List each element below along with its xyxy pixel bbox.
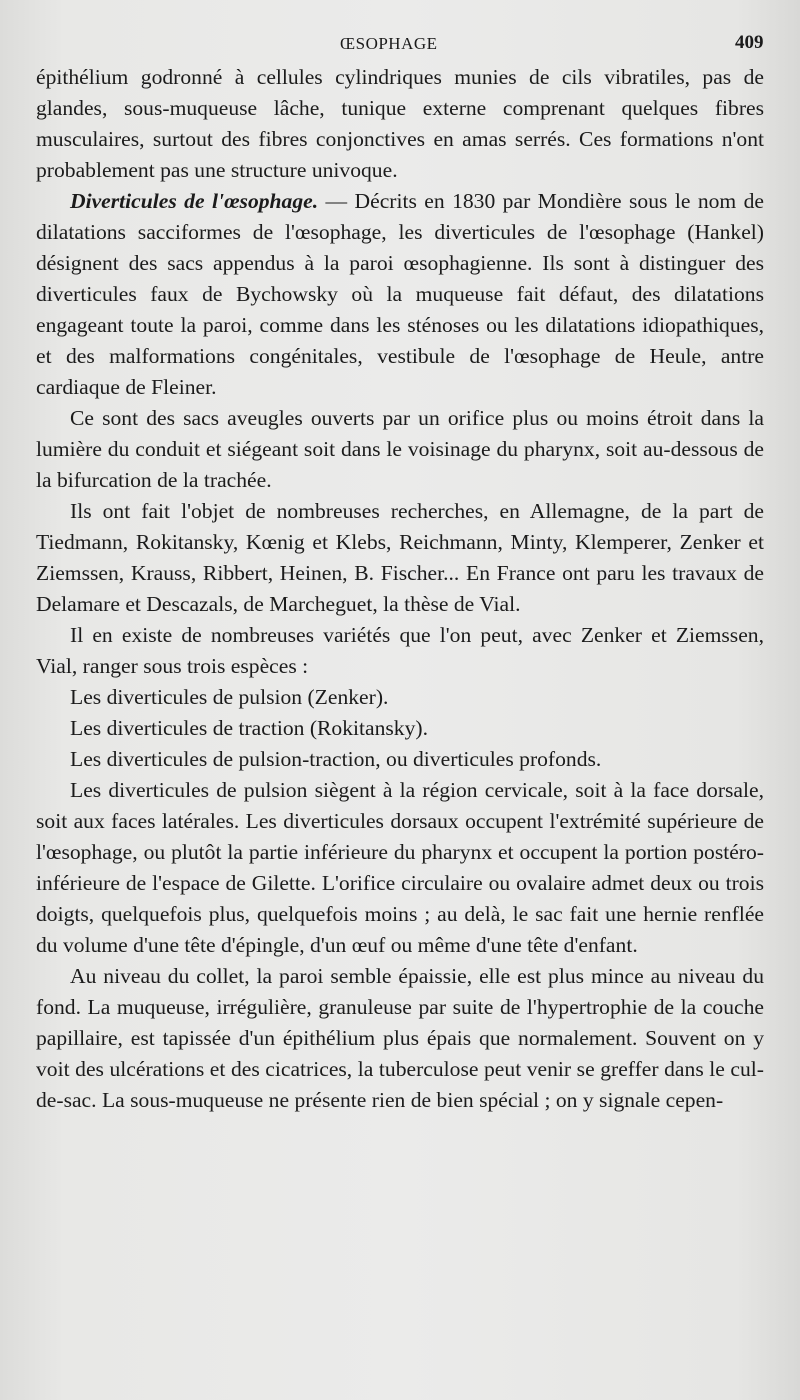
list-line <box>36 713 764 744</box>
paragraph <box>36 620 764 682</box>
list-line <box>36 744 764 775</box>
paragraph-text: — Décrits en 1830 par Mondière sous le nom de dilatations sacciformes de l'œsophage, les diverticules de l'œsophage (Hankel) désignent des sacs appendus à la paroi œsophagienne. Ils sont à distinguer des diverticules faux de Bychowsky où la muqueuse fait défaut, des dilatations engageant toute la paroi, comme dans les sténoses ou les dilatations idiopathiques, et des malformations congénitales, vestibule de l'œsophage de Heule, antre cardiaque de Fleiner. <box>36 189 764 399</box>
paragraph <box>36 775 764 961</box>
section-heading: Diverticules de l'œsophage. <box>70 189 319 213</box>
paragraph-text: Les diverticules de pulsion siègent à la région cervicale, soit à la face dorsale, soit aux faces latérales. Les diverticules dorsaux occupent l'extrémité supérieure de l'œsophage, ou plutôt la partie inférieure du pharynx et occupent la portion postéro-inférieure de l'espace de Gilette. L'orifice circulaire ou ovalaire admet deux ou trois doigts, quelquefois plus, quelquefois moins ; au delà, le sac fait une hernie renflée du volume d'une tête d'épingle, d'un œuf ou même d'une tête d'enfant. <box>36 778 764 957</box>
paragraph-text: Au niveau du collet, la paroi semble épaissie, elle est plus mince au niveau du fond. La muqueuse, irrégulière, granuleuse par suite de l'hypertrophie de la couche papillaire, est tapissée d'un épithélium plus épais que normalement. Souvent on y voit des ulcérations et des cicatrices, la tuberculose peut venir se greffer dans le cul-de-sac. La sous-muqueuse ne présente rien de bien spécial ; on y signale cepen- <box>36 964 764 1112</box>
body-text <box>36 62 764 1116</box>
paragraph-text: Ils ont fait l'objet de nombreuses recherches, en Allemagne, de la part de Tiedmann, Rokitansky, Kœnig et Klebs, Reichmann, Minty, Klemperer, Zenker et Ziemssen, Krauss, Ribbert, Heinen, B. Fischer... En France ont paru les travaux de Delamare et Descazals, de Marcheguet, la thèse de Vial. <box>36 499 764 616</box>
page-number: 409 <box>735 32 764 53</box>
paragraph-text: épithélium godronné à cellules cylindriques munies de cils vibratiles, pas de glandes, sous-muqueuse lâche, tunique externe comprenant quelques fibres musculaires, surtout des fibres conjonctives en amas serrés. Ces formations n'ont probablement pas une structure univoque. <box>36 65 764 182</box>
list-line <box>36 682 764 713</box>
list-line-text: Les diverticules de traction (Rokitansky). <box>70 716 428 740</box>
paragraph <box>36 403 764 496</box>
paragraph <box>36 961 764 1116</box>
running-header <box>0 30 800 56</box>
paragraph <box>36 496 764 620</box>
list-line-text: Les diverticules de pulsion (Zenker). <box>70 685 389 709</box>
list-line-text: Les diverticules de pulsion-traction, ou diverticules profonds. <box>70 747 602 771</box>
paragraph-text: Il en existe de nombreuses variétés que l'on peut, avec Zenker et Ziemssen, Vial, ranger sous trois espèces : <box>36 623 764 678</box>
paragraph-text: Ce sont des sacs aveugles ouverts par un orifice plus ou moins étroit dans la lumière du conduit et siégeant soit dans le voisinage du pharynx, soit au-dessous de la bifurcation de la trachée. <box>36 406 764 492</box>
running-title: ŒSOPHAGE <box>340 34 438 53</box>
paragraph <box>36 186 764 403</box>
paragraph <box>36 62 764 186</box>
